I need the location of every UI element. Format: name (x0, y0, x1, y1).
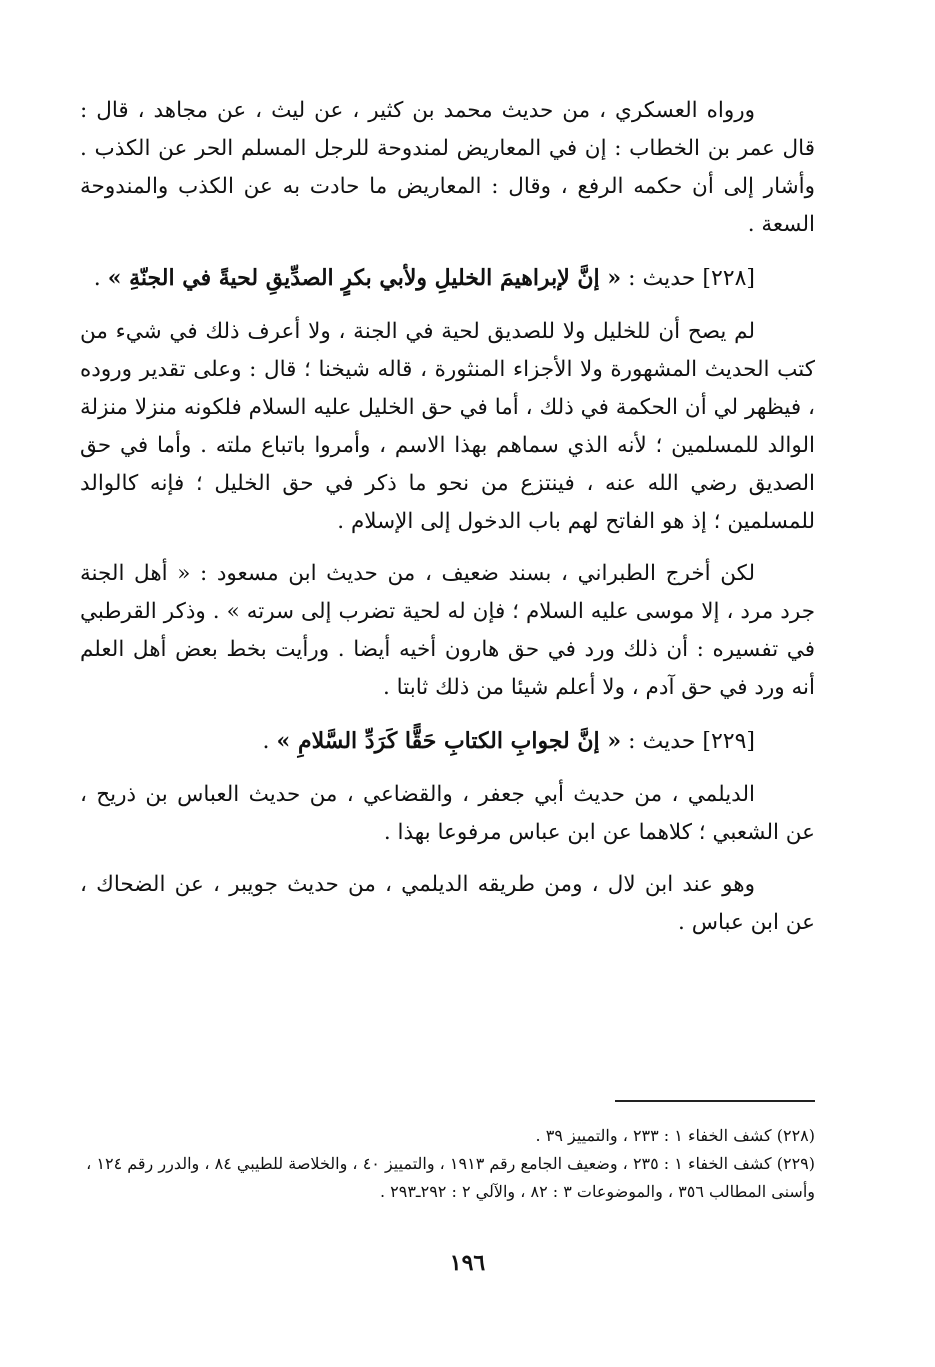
hadith-end: . (262, 729, 270, 754)
hadith-number: [٢٢٩] (702, 729, 755, 754)
footnotes (80, 1122, 815, 1206)
paragraph-askari: ورواه العسكري ، من حديث محمد بن كثير ، عن ليث ، عن مجاهد ، قال : قال عمر بن الخطاب : إن في المعاريض لمندوحة للرجل المسلم الحر عن الكذب . وأشار إلى أن حكمه الرفع ، وقال : المعاريض ما حادت به عن الكذب والمندوحة السعة . (80, 98, 815, 237)
paragraph-commentary-2: لكن أخرج الطبراني ، بسند ضعيف ، من حديث ابن مسعود : « أهل الجنة جرد مرد ، إلا موسى عليه السلام ؛ فإن له لحية تضرب إلى سرته » . وذكر القرطبي في تفسيره : أن ذلك ورد في حق هارون أخيه أيضا . ورأيت بخط بعض أهل العلم أنه ورد في حق آدم ، ولا أعلم شيئا من ذلك ثابتا . (80, 561, 815, 700)
paragraph-daylami: الديلمي ، من حديث أبي جعفر ، والقضاعي ، من حديث العباس بن ذريح ، عن الشعبي ؛ كلاهما عن ابن عباس مرفوعا بهذا . (80, 782, 815, 845)
page-number: ١٩٦ (449, 1250, 486, 1276)
paragraph-ibn-lal: وهو عند ابن لال ، ومن طريقه الديلمي ، من حديث جويبر ، عن الضحاك ، عن ابن عباس . (80, 872, 815, 935)
hadith-228-heading (80, 258, 815, 299)
hadith-label: حديث : (628, 729, 696, 754)
hadith-end: . (93, 266, 101, 291)
hadith-text: « إنَّ لإبراهيمَ الخليلِ ولأبي بكرٍ الصدِّيقِ لحيةً في الجنّةِ » (107, 265, 622, 291)
footnote-228: (٢٢٨) كشف الخفاء ١ : ٢٣٣ ، والتمييز ٣٩ . (535, 1126, 815, 1145)
footnote-229: (٢٢٩) كشف الخفاء ١ : ٢٣٥ ، وضعيف الجامع رقم ١٩١٣ ، والتمييز ٤٠ ، والخلاصة للطيبي ٨٤ ، والدرر رقم ١٢٤ ، وأسنى المطالب ٣٥٦ ، والموضوعات ٣ : ٨٢ ، والآلي ٢ : ٢٩٢ـ٢٩٣ . (86, 1154, 815, 1201)
hadith-label: حديث : (628, 266, 696, 291)
paragraph-commentary-1: لم يصح أن للخليل ولا للصديق لحية في الجنة ، ولا أعرف ذلك في شيء من كتب الحديث المشهورة ولا الأجزاء المنثورة ، قاله شيخنا ؛ قال : وعلى تقدير وروده ، فيظهر لي أن الحكمة في ذلك ، أما في حق الخليل عليه السلام فلكونه منزلا منزلة الوالد للمسلمين ؛ لأنه الذي سماهم بهذا الاسم ، وأمروا باتباع ملته . وأما في حق الصديق رضي الله عنه ، فينتزع من نحو ما ذكر في حق الخليل ؛ فإنه كالوالد للمسلمين ؛ إذ هو الفاتح لهم باب الدخول إلى الإسلام . (80, 319, 815, 534)
hadith-number: [٢٢٨] (702, 266, 755, 291)
hadith-text: « إنَّ لجوابِ الكتابِ حَقًّا كَرَدِّ السَّلامِ » (276, 728, 622, 754)
hadith-229-heading (80, 721, 815, 762)
footnote-divider (615, 1100, 815, 1102)
